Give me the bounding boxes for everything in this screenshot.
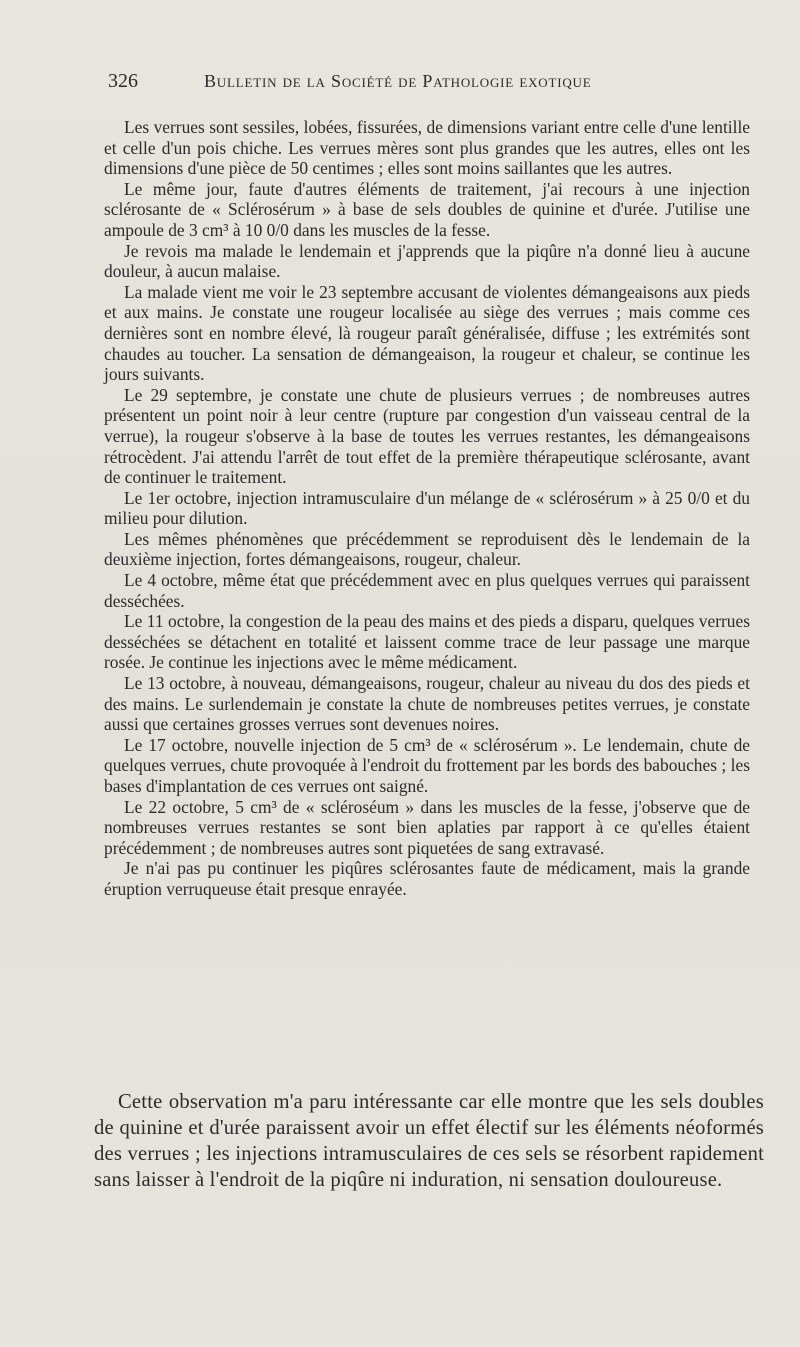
conclusion	[94, 1089, 764, 1193]
paragraph-22-october: Le 22 octobre, 5 cm³ de « scléroséum » dans les muscles de la fesse, j'observe que de nombreuses verrues restantes se sont bien aplaties par rapport à ce qu'elles étaient précédemment ; de nombreuses autres sont piquetées de sang extravasé.	[104, 796, 750, 858]
page-header	[108, 70, 758, 94]
paragraph-11-october: Le 11 octobre, la congestion de la peau des mains et des pieds a disparu, quelques verrues desséchées se détachent en totalité et laissent comme trace de leur passage une marque rosée. Je continue les injections avec le même médicament.	[104, 611, 750, 673]
paragraph-29-september: Le 29 septembre, je constate une chute de plusieurs verrues ; de nombreuses autres présentent un point noir à leur centre (rupture par congestion d'un vaisseau central de la verrue), la rougeur s'observe à la base de toutes les verrues restantes, les démangeaisons rétrocèdent. J'ai attendu l'arrêt de tout effet de la première thérapeutique sclérosante, avant de continuer le traitement.	[104, 384, 750, 488]
paragraph-23-september: La malade vient me voir le 23 septembre accusant de violentes démangeaisons aux pieds et aux mains. Je constate une rougeur localisée au siège des verrues ; mais comme ces dernières sont en nombre élevé, là rougeur paraît généralisée, diffuse ; les extrémités sont chaudes au toucher. La sensation de démangeaison, la rougeur et chaleur, se continue les jours suivants.	[104, 281, 750, 385]
paragraph-17-october: Le 17 octobre, nouvelle injection de 5 cm³ de « sclérosérum ». Le lendemain, chute de quelques verrues, chute provoquée à l'endroit du frottement par les bords des babouches ; les bases d'implantation de ces verrues ont saigné.	[104, 734, 750, 796]
conclusion-paragraph: Cette observation m'a paru intéressante car elle montre que les sels doubles de quinine et d'urée paraissent avoir un effet électif sur les éléments néoformés des verrues ; les injections intramusculaires de ces sels se résorbent rapidement sans laisser à l'endroit de la piqûre ni induration, ni sensation douloureuse.	[94, 1091, 764, 1191]
paragraph-warts-description: Les verrues sont sessiles, lobées, fissurées, de dimensions variant entre celle d'une lentille et celle d'un pois chiche. Les verrues mères sont plus grandes que les autres, elles ont les dimensions d'une pièce de 50 centimes ; elles sont moins saillantes que les autres.	[104, 117, 750, 179]
page-number: 326	[108, 70, 138, 92]
running-title: Bulletin de la Société de Pathologie exotique	[204, 71, 592, 91]
paragraph-4-october: Le 4 octobre, même état que précédemment avec en plus quelques verrues qui paraissent desséchées.	[104, 570, 750, 611]
paragraph-13-october: Le 13 octobre, à nouveau, démangeaisons, rougeur, chaleur au niveau du dos des pieds et des mains. Le surlendemain je constate la chute de nombreuses petites verrues, je constate aussi que certaines grosses verrues sont devenues noires.	[104, 673, 750, 735]
paragraph-second-injection-effects: Les mêmes phénomènes que précédemment se reproduisent dès le lendemain de la deuxième injection, fortes démangeaisons, rougeur, chaleur.	[104, 528, 750, 570]
paragraph-first-injection: Le même jour, faute d'autres éléments de traitement, j'ai recours à une injection sclérosante de « Sclérosérum » à base de sels doubles de quinine et d'urée. J'utilise une ampoule de 3 cm³ à 10 0/0 dans les muscles de la fesse.	[104, 178, 750, 240]
paragraph-treatment-stopped: Je n'ai pas pu continuer les piqûres sclérosantes faute de médicament, mais la grande éruption verruqueuse était presque enrayée.	[104, 858, 750, 899]
paragraph-1-october: Le 1er octobre, injection intramusculaire d'un mélange de « sclérosérum » à 25 0/0 et du milieu pour dilution.	[104, 487, 750, 529]
paragraph-next-day: Je revois ma malade le lendemain et j'apprends que la piqûre n'a donné lieu à aucune douleur, à aucun malaise.	[104, 240, 750, 282]
case-report-body	[104, 117, 750, 900]
